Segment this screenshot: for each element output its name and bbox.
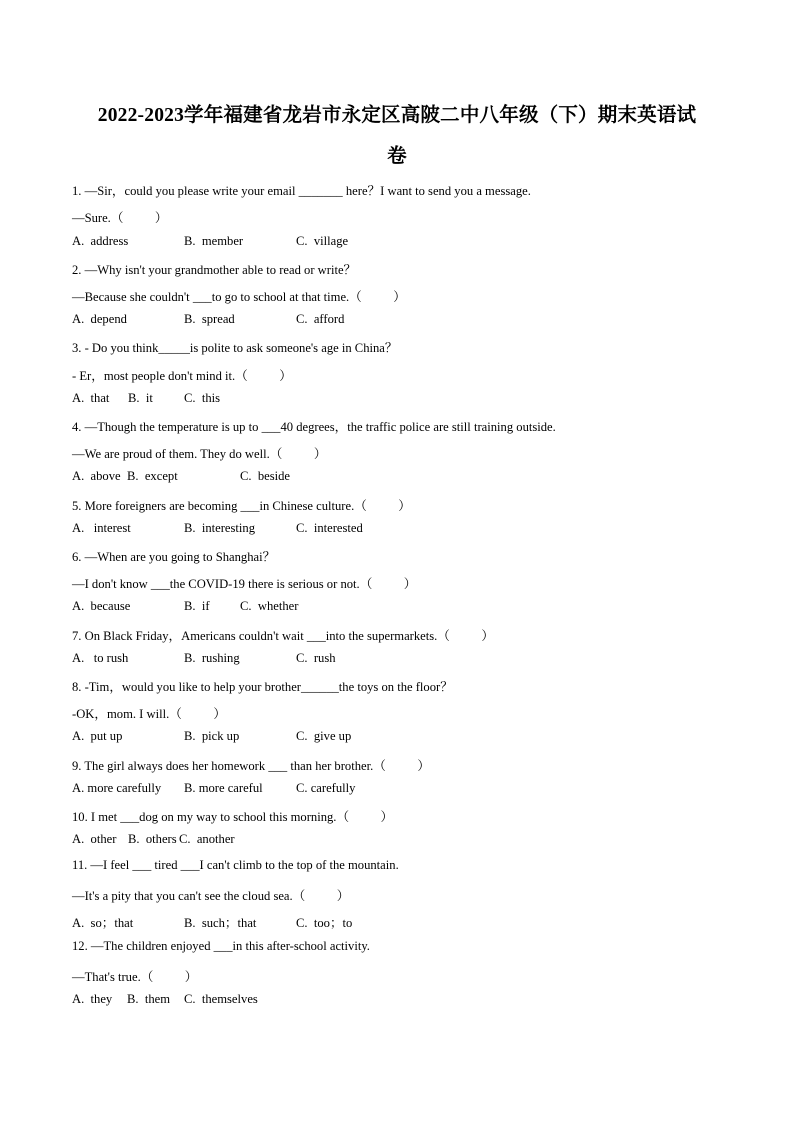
- question-text: 1. —Sir，could you please write your email _______ here？I want to send you a message.: [72, 184, 531, 198]
- option-b: B. pick up: [184, 729, 240, 743]
- option-c: C. village: [296, 234, 349, 248]
- question-text: 5. More foreigners are becoming ___in Chinese culture.（ ）: [72, 499, 411, 513]
- question-text: 6. —When are you going to Shanghai？: [72, 550, 276, 564]
- question-text: 10. I met ___dog on my way to school this morning.（ ）: [72, 810, 394, 824]
- option-c: C. too；to: [296, 916, 353, 930]
- option-c: C. another: [179, 832, 235, 846]
- option-c: C. carefully: [296, 781, 356, 795]
- option-a: A. because: [72, 599, 131, 613]
- option-b: B. such；that: [184, 916, 257, 930]
- option-b: B. it: [128, 391, 153, 405]
- option-b: B. except: [127, 469, 178, 483]
- option-a: A. address: [72, 234, 129, 248]
- title-line-1: 2022-2023学年福建省龙岩市永定区高陂二中八年级（下）期末英语试: [97, 105, 697, 126]
- question-answer-line: —Because she couldn't ___to go to school at that time.（ ）: [72, 290, 406, 304]
- option-a: A. above: [72, 469, 121, 483]
- question-answer-line: —It's a pity that you can't see the cloud sea.（ ）: [72, 889, 350, 903]
- option-a: A. that: [72, 391, 110, 405]
- option-c: C. rush: [296, 651, 336, 665]
- question-text: 9. The girl always does her homework ___ than her brother.（ ）: [72, 759, 430, 773]
- option-c: C. interested: [296, 521, 363, 535]
- question-answer-line: -OK，mom. I will.（ ）: [72, 707, 226, 721]
- option-a: A. other: [72, 832, 117, 846]
- option-a: A. more carefully: [72, 781, 162, 795]
- option-a: A. so；that: [72, 916, 134, 930]
- question-text: 3. - Do you think_____is polite to ask someone's age in China？: [72, 341, 398, 355]
- question-answer-line: - Er，most people don't mind it.（ ）: [72, 369, 292, 383]
- option-b: B. if: [184, 599, 210, 613]
- option-b: B. them: [127, 992, 171, 1006]
- question-text: 8. -Tim，would you like to help your brother______the toys on the floor？: [72, 680, 453, 694]
- option-b: B. more careful: [184, 781, 263, 795]
- question-text: 7. On Black Friday，Americans couldn't wait ___into the supermarkets.（ ）: [72, 629, 494, 643]
- question-answer-line: —We are proud of them. They do well.（ ）: [72, 447, 327, 461]
- option-c: C. whether: [240, 599, 299, 613]
- option-b: B. others: [128, 832, 177, 846]
- option-b: B. rushing: [184, 651, 240, 665]
- question-answer-line: —Sure.（ ）: [72, 211, 168, 225]
- question-answer-line: —I don't know ___the COVID-19 there is serious or not.（ ）: [72, 577, 417, 591]
- option-a: A. to rush: [72, 651, 129, 665]
- option-c: C. give up: [296, 729, 352, 743]
- question-text: 4. —Though the temperature is up to ___40 degrees，the traffic police are still training outside.: [72, 420, 556, 434]
- option-a: A. depend: [72, 312, 127, 326]
- option-a: A. they: [72, 992, 113, 1006]
- option-c: C. themselves: [184, 992, 258, 1006]
- title-line-2: 卷: [387, 146, 407, 167]
- option-c: C. afford: [296, 312, 345, 326]
- question-answer-line: —That's true.（ ）: [72, 970, 198, 984]
- option-a: A. interest: [72, 521, 131, 535]
- option-b: B. member: [184, 234, 244, 248]
- option-c: C. beside: [240, 469, 291, 483]
- option-a: A. put up: [72, 729, 123, 743]
- option-b: B. interesting: [184, 521, 256, 535]
- question-text: 11. —I feel ___ tired ___I can't climb to the top of the mountain.: [72, 858, 399, 872]
- question-text: 2. —Why isn't your grandmother able to read or write？: [72, 263, 357, 277]
- option-b: B. spread: [184, 312, 235, 326]
- question-text: 12. —The children enjoyed ___in this after-school activity.: [72, 939, 370, 953]
- option-c: C. this: [184, 391, 221, 405]
